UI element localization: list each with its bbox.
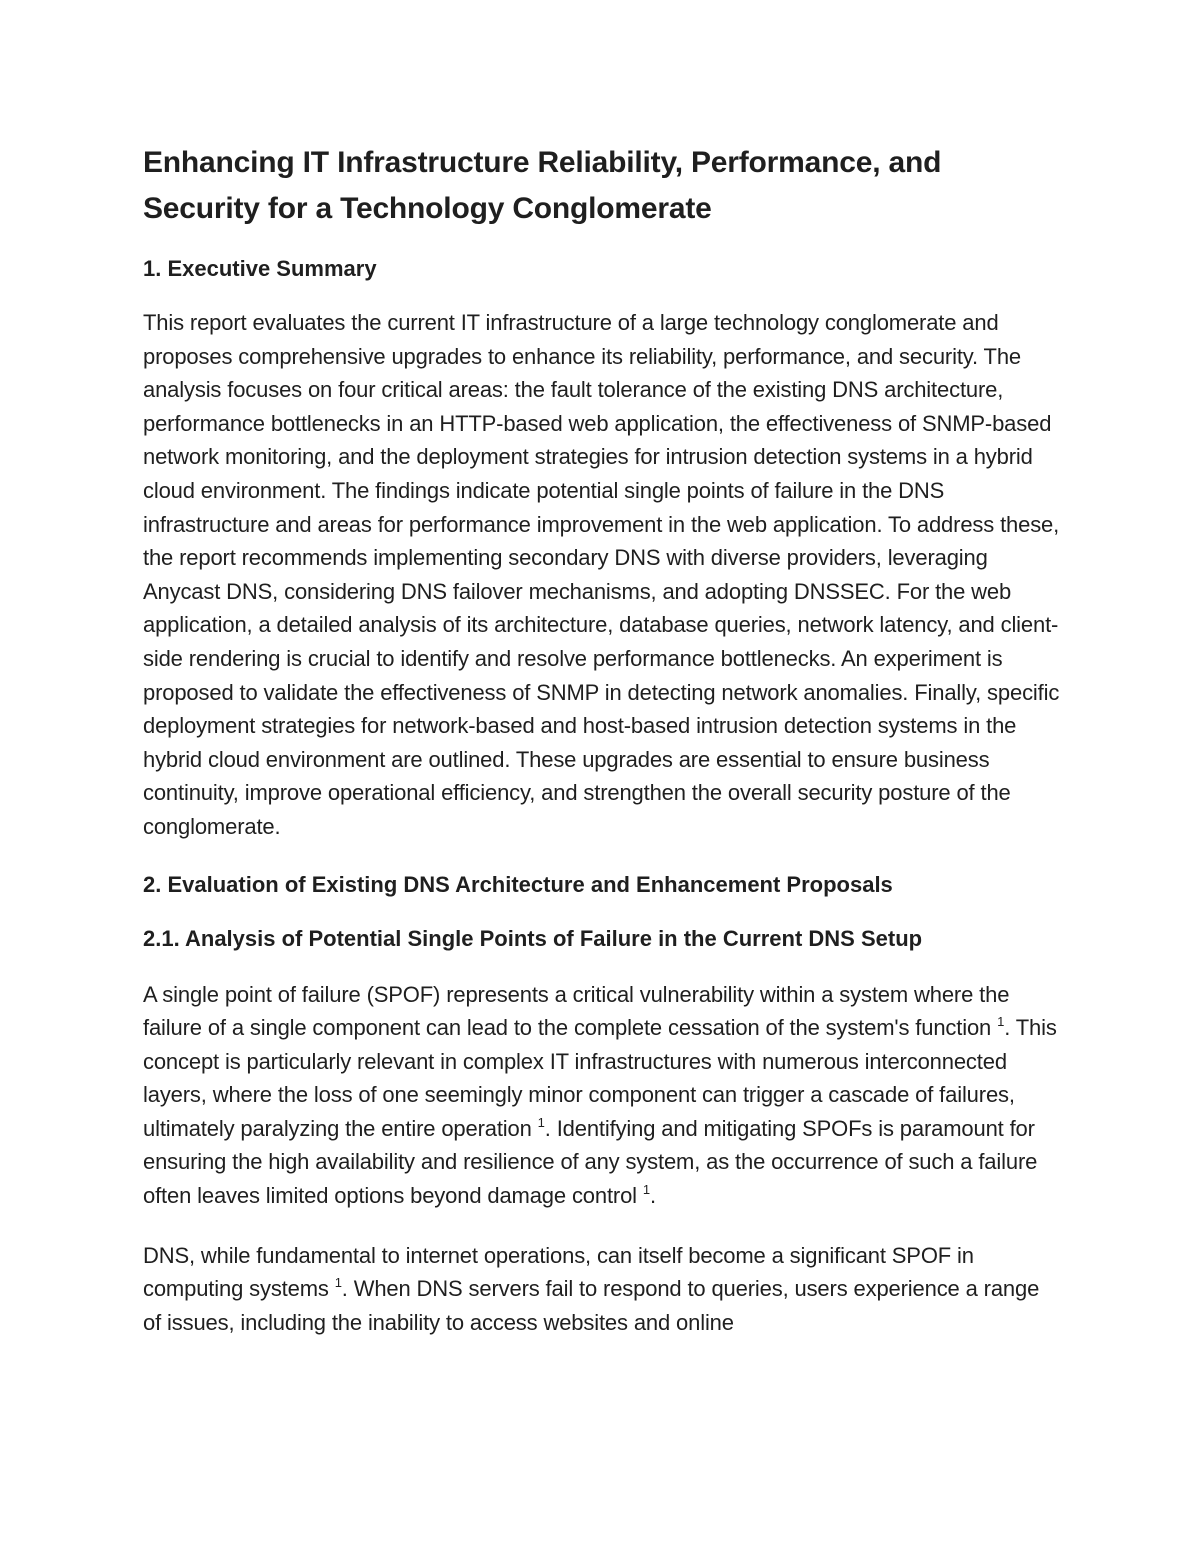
paragraph-text: . Identifying and mitigating SPOFs is paramount for ensuring the high availability and resilience of any system, as the occurrence of such a failure often leaves limited options beyond damage control (143, 1115, 1038, 1209)
footnote-reference[interactable]: 1 (642, 1182, 650, 1198)
dns-spof-paragraph (143, 1239, 1063, 1340)
paragraph-text: A single point of failure (SPOF) represents a critical vulnerability within a system where the failure of a single component can lead to the complete cessation of the system's function (143, 981, 1010, 1041)
paragraph-text: . (649, 1183, 656, 1209)
subsection-heading-spof-analysis: 2.1. Analysis of Potential Single Points of Failure in the Current DNS Setup (143, 925, 923, 951)
paragraph-text: . This concept is particularly relevant in complex IT infrastructures with numerous interconnected layers, where the loss of one seemingly minor component can trigger a cascade of failures, ultimately paralyzing the entire operation (143, 1015, 1057, 1141)
footnote-reference[interactable]: 1 (334, 1275, 342, 1291)
paragraph-text: DNS, while fundamental to internet operations, can itself become a significant SPOF in computing systems (143, 1242, 974, 1302)
footnote-reference[interactable]: 1 (537, 1114, 545, 1130)
document-title: Enhancing IT Infrastructure Reliability, Performance, and Security for a Technology Conglomerate (143, 146, 942, 225)
section-heading-dns-evaluation: 2. Evaluation of Existing DNS Architecture and Enhancement Proposals (143, 871, 893, 897)
spof-definition-paragraph (143, 978, 1063, 1213)
paragraph-text: . When DNS servers fail to respond to queries, users experience a range of issues, including the inability to access websites and online (143, 1276, 1040, 1335)
document-page (143, 140, 1063, 1365)
section-heading-executive-summary: 1. Executive Summary (143, 256, 377, 281)
footnote-reference[interactable]: 1 (997, 1014, 1005, 1030)
executive-summary-paragraph: This report evaluates the current IT infrastructure of a large technology conglomerate and proposes comprehensive upgrades to enhance its reliability, performance, and security. The analysis focuses on four critical areas: the fault tolerance of the existing DNS architecture, performance bottlenecks in an HTTP-based web application, the effectiveness of SNMP-based network monitoring, and the deployment strategies for intrusion detection systems in a hybrid cloud environment. The findings indicate potential single points of failure in the DNS infrastructure and areas for performance improvement in the web application. To address these, the report recommends implementing secondary DNS with diverse providers, leveraging Anycast DNS, considering DNS failover mechanisms, and adopting DNSSEC. For the web application, a detailed analysis of its architecture, database queries, network latency, and client-side rendering is crucial to identify and resolve performance bottlenecks. An experiment is proposed to validate the effectiveness of SNMP in detecting network anomalies. Finally, specific deployment strategies for network-based and host-based intrusion detection systems in the hybrid cloud environment are outlined. These upgrades are essential to ensure business continuity, improve operational efficiency, and strengthen the overall security posture of the conglomerate. (143, 310, 1060, 839)
